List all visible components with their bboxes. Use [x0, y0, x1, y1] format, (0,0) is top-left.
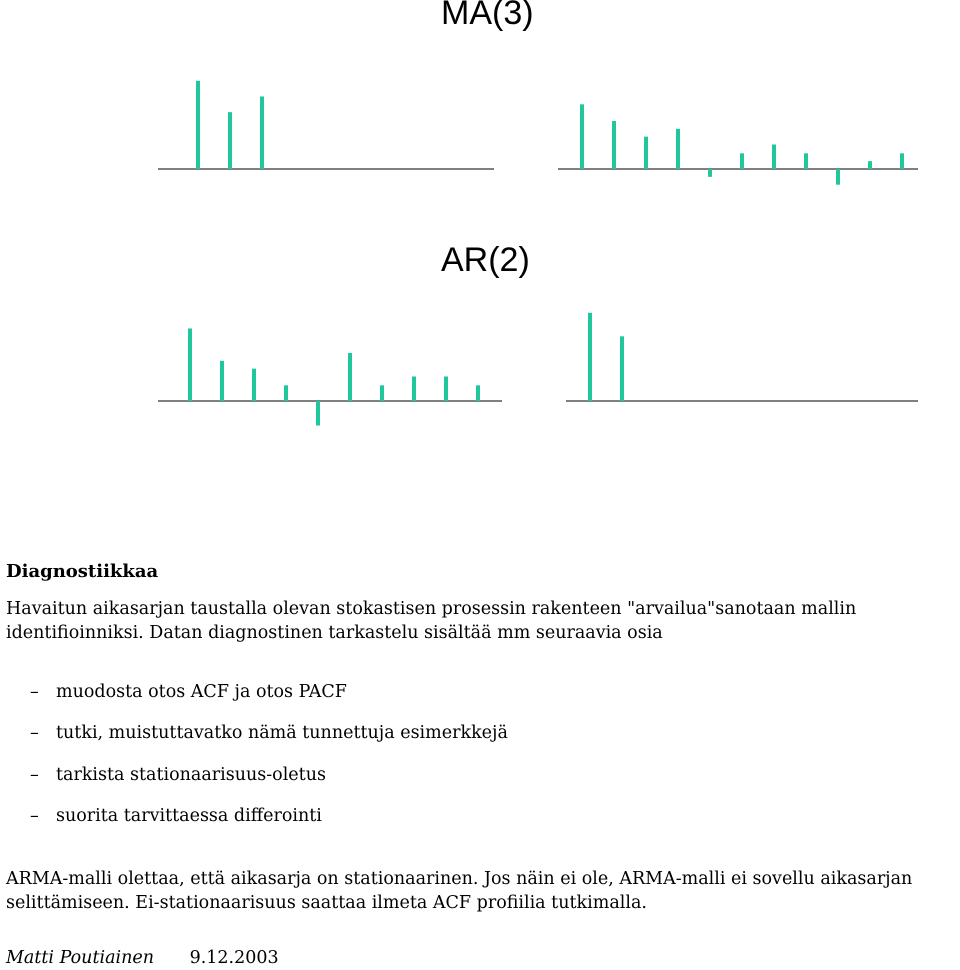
- correlation-bar: [284, 385, 288, 401]
- correlation-bar: [188, 328, 192, 401]
- correlation-bar: [444, 377, 448, 402]
- correlation-bar: [412, 377, 416, 402]
- correlation-bar: [740, 153, 744, 169]
- correlation-bar: [348, 353, 352, 401]
- correlation-bar: [228, 112, 232, 169]
- correlation-bar: [252, 369, 256, 401]
- date: 9.12.2003: [189, 948, 279, 968]
- correlation-bar: [804, 153, 808, 169]
- ma3-pacf-panel: [558, 104, 918, 184]
- correlation-bar: [476, 385, 480, 401]
- correlation-bar: [868, 161, 872, 169]
- list-item: – tarkista stationaarisuus-oletus: [30, 764, 326, 785]
- ar2-pacf-panel: [566, 313, 918, 401]
- section-heading: Diagnostiikkaa: [6, 561, 159, 582]
- intro-paragraph: Havaitun aikasarjan taustalla olevan stokastisen prosessin rakenteen "arvailua"sanotaan mallin identifioinniksi. Datan diagnostinen tarkastelu sisältää mm seuraavia osia: [6, 599, 857, 643]
- correlation-bar: [580, 104, 584, 169]
- correlation-bar: [260, 96, 264, 169]
- correlation-bar: [772, 145, 776, 170]
- list-item: – tutki, muistuttavatko nämä tunnettuja esimerkkejä: [30, 723, 508, 744]
- correlation-bar: [676, 129, 680, 169]
- list-item: – muodosta otos ACF ja otos PACF: [30, 682, 347, 702]
- correlation-bar: [316, 401, 320, 426]
- author-name: Matti Poutiainen: [6, 948, 155, 968]
- correlation-bar: [588, 313, 592, 401]
- correlation-bar: [380, 385, 384, 401]
- correlation-bar: [612, 121, 616, 169]
- ma3-acf-panel: [158, 81, 494, 169]
- footer: [6, 946, 279, 970]
- correlation-bar: [196, 81, 200, 169]
- correlation-bar: [644, 137, 648, 169]
- ar2-acf-panel: [158, 328, 502, 425]
- correlation-bar: [708, 169, 712, 177]
- correlation-bar: [836, 169, 840, 185]
- correlation-bar: [620, 336, 624, 401]
- correlogram-plots: [0, 0, 960, 440]
- ar2-title: AR(2): [441, 241, 530, 279]
- list-item: – suorita tarvittaessa differointi: [30, 805, 322, 826]
- correlation-bar: [900, 153, 904, 169]
- ma3-title: MA(3): [441, 0, 534, 32]
- correlation-bar: [220, 361, 224, 401]
- diagnostics-list: [30, 680, 508, 845]
- arma-paragraph: ARMA-malli olettaa, että aikasarja on stationaarinen. Jos näin ei ole, ARMA-malli ei sovellu aikasarjan selittämiseen. Ei-stationaarisuus saattaa ilmeta ACF profiilia tutkimalla.: [6, 869, 913, 913]
